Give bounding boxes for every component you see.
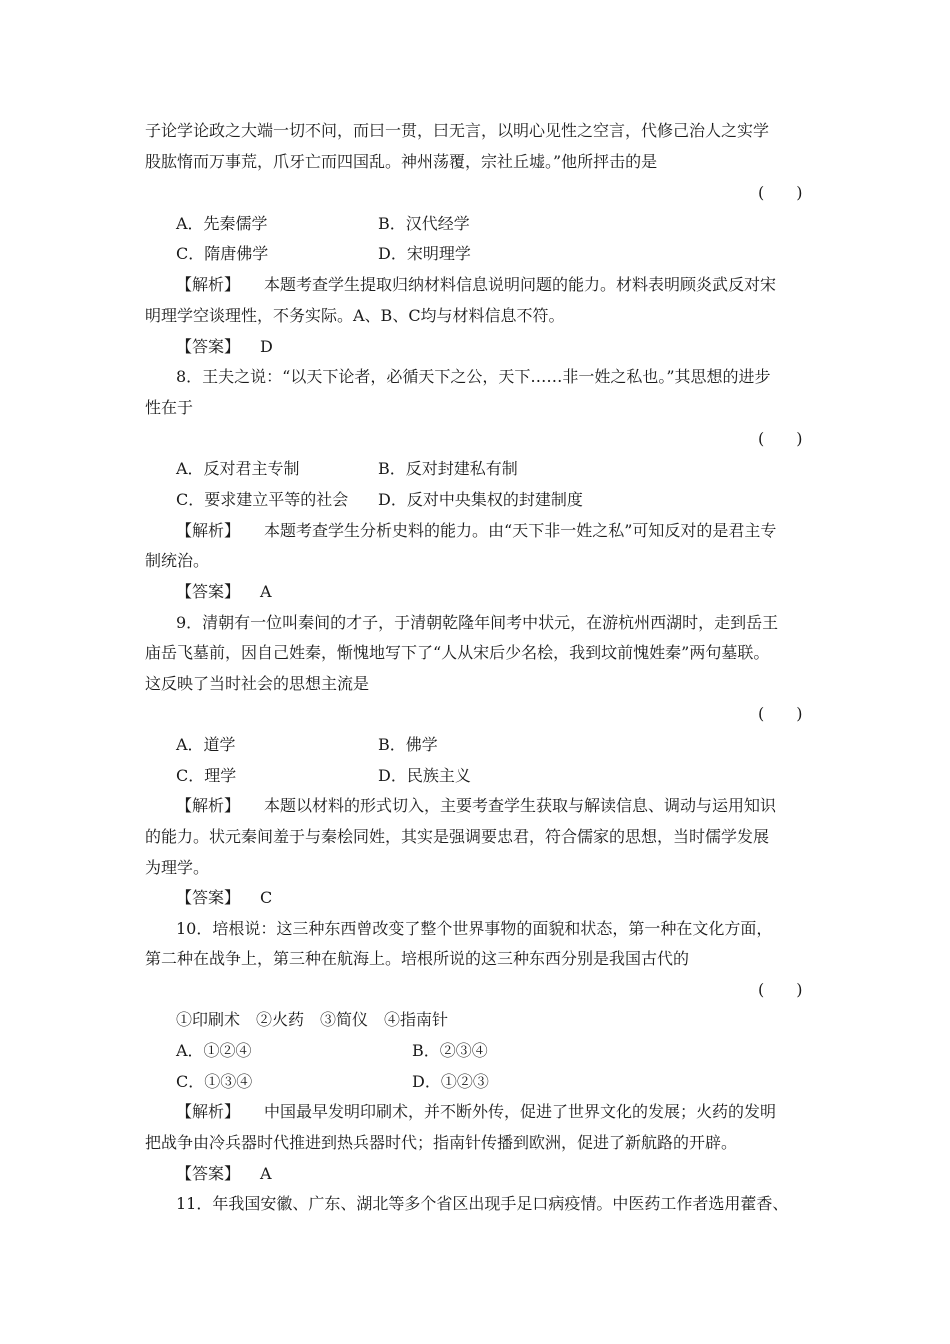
question-10-option-d: D．①②③ [412,1072,489,1091]
question-10-answer-line [176,1163,272,1185]
answer-tag: 【答案】 [176,888,241,907]
analysis-tag: 【解析】 [176,275,241,294]
question-7-text-line-2: 股肱惰而万事荒，爪牙亡而四国乱。神州荡覆，宗社丘墟。”他所抨击的是 [145,152,658,171]
question-8-text-line-1: 8．王夫之说：“以天下论者，必循天下之公，天下……非一姓之私也。”其思想的进步 [176,367,771,386]
question-8-text-line-2: 性在于 [145,398,194,417]
question-7-analysis-line-2: 明理学空谈理性，不务实际。A、B、C均与材料信息不符。 [145,306,565,325]
question-10-answer-paren: ( ) [758,980,803,999]
question-7-analysis-line-1 [176,274,776,296]
question-8-analysis-line-1 [176,520,776,542]
question-8-answer-paren: ( ) [758,429,803,448]
question-8-analysis-line-2: 制统治。 [145,551,210,570]
analysis-tag: 【解析】 [176,1102,241,1121]
question-9-text-line-2: 庙岳飞墓前，因自己姓秦，惭愧地写下了“人从宋后少名桧，我到坟前愧姓秦”两句墓联。 [145,643,770,662]
question-10-option-b: B．②③④ [412,1041,488,1060]
question-8-option-c: C．要求建立平等的社会 [176,490,349,509]
question-10-option-a: A．①②④ [176,1041,252,1060]
question-9-analysis-line-2: 的能力。状元秦间羞于与秦桧同姓，其实是强调要忠君，符合儒家的思想，当时儒学发展 [145,827,770,846]
question-9-option-a: A．道学 [176,735,236,754]
analysis-tag: 【解析】 [176,796,241,815]
question-9-answer-paren: ( ) [758,704,803,723]
question-9-answer-line [176,887,272,909]
question-8-answer-line [176,581,272,603]
question-9-option-c: C．理学 [176,766,237,785]
question-9-analysis-line-1 [176,795,776,817]
question-8-option-a: A．反对君主专制 [176,459,300,478]
analysis-tag: 【解析】 [176,521,241,540]
question-7-option-a: A．先秦儒学 [176,214,268,233]
question-9-option-d: D．民族主义 [378,766,471,785]
answer-tag: 【答案】 [176,337,241,356]
question-10-text-line-2: 第二种在战争上，第三种在航海上。培根所说的这三种东西分别是我国古代的 [145,949,690,968]
answer-tag: 【答案】 [176,582,241,601]
answer-value: A [260,582,272,601]
question-9-text-line-1: 9．清朝有一位叫秦间的才子，于清朝乾隆年间考中状元，在游杭州西湖时，走到岳王 [176,613,779,632]
question-9-text-line-3: 这反映了当时社会的思想主流是 [145,674,370,693]
question-10-item-list: ①印刷术 ②火药 ③简仪 ④指南针 [176,1010,449,1029]
answer-value: A [260,1164,272,1183]
question-8-option-d: D．反对中央集权的封建制度 [378,490,583,509]
question-8-option-b: B．反对封建私有制 [378,459,518,478]
question-9-option-b: B．佛学 [378,735,438,754]
question-7-option-b: B．汉代经学 [378,214,470,233]
analysis-text: 本题考查学生提取归纳材料信息说明问题的能力。材料表明顾炎武反对宋 [264,275,777,294]
answer-value: D [260,337,273,356]
analysis-text: 本题以材料的形式切入，主要考查学生获取与解读信息、调动与运用知识 [264,796,777,815]
question-10-analysis-line-1 [176,1101,776,1123]
question-7-answer-line [176,336,273,358]
question-7-text-line-1: 子论学论政之大端一切不问，而曰一贯，曰无言，以明心见性之空言，代修己治人之实学 [145,121,770,140]
analysis-text: 中国最早发明印刷术，并不断外传，促进了世界文化的发展；火药的发明 [264,1102,777,1121]
question-7-option-d: D．宋明理学 [378,244,471,263]
question-9-analysis-line-3: 为理学。 [145,858,210,877]
question-10-analysis-line-2: 把战争由冷兵器时代推进到热兵器时代；指南针传播到欧洲，促进了新航路的开辟。 [145,1133,738,1152]
question-7-option-c: C．隋唐佛学 [176,244,269,263]
answer-value: C [260,888,273,907]
answer-tag: 【答案】 [176,1164,241,1183]
question-10-text-line-1: 10．培根说：这三种东西曾改变了整个世界事物的面貌和状态，第一种在文化方面， [176,919,773,938]
question-10-option-c: C．①③④ [176,1072,253,1091]
analysis-text: 本题考查学生分析史料的能力。由“天下非一姓之私”可知反对的是君主专 [264,521,777,540]
question-11-text-line-1: 11．年我国安徽、广东、湖北等多个省区出现手足口病疫情。中医药工作者选用藿香、 [176,1194,789,1213]
question-7-answer-paren: ( ) [758,183,803,202]
